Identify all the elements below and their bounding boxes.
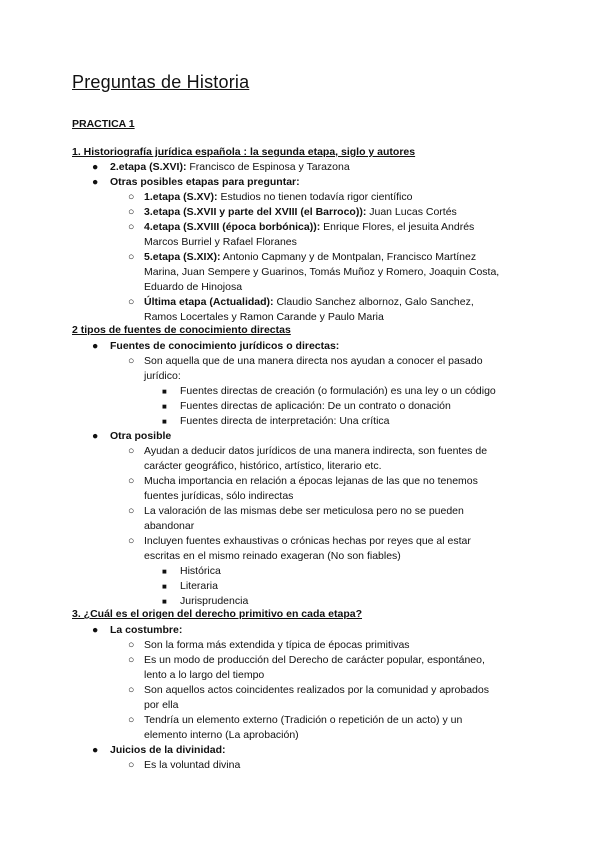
list-item: Fuentes directas de creación (o formulación) es una ley o un código — [180, 385, 496, 397]
list-item: Fuentes directas de aplicación: De un contrato o donación — [180, 400, 451, 412]
bullet-square-icon: ■ — [162, 387, 167, 396]
list-item: Son aquellos actos coincidentes realizados por la comunidad y aprobados — [144, 684, 489, 696]
bullet-circle-icon: ○ — [128, 505, 135, 517]
bullet-square-icon: ■ — [162, 582, 167, 591]
bullet-disc-icon: ● — [92, 161, 99, 173]
bullet-circle-icon: ○ — [128, 714, 135, 726]
list-item: 3.etapa (S.XVII y parte del XVIII (el Barroco)): Juan Lucas Cortés — [144, 206, 457, 218]
list-item-continuation: carácter geográfico, histórico, artístico, literario etc. — [144, 460, 382, 472]
list-item: Incluyen fuentes exhaustivas o crónicas hechas por reyes que al estar — [144, 535, 471, 547]
list-item: Es la voluntad divina — [144, 759, 241, 771]
list-item: Otra posible — [110, 430, 172, 442]
bullet-circle-icon: ○ — [128, 475, 135, 487]
bullet-circle-icon: ○ — [128, 535, 135, 547]
list-item: 5.etapa (S.XIX): Antonio Capmany y de Montpalan, Francisco Martínez — [144, 251, 477, 263]
question-3-heading: 3. ¿Cuál es el origen del derecho primitivo en cada etapa? — [72, 608, 363, 620]
bullet-circle-icon: ○ — [128, 654, 135, 666]
list-item-continuation: elemento interno (La aprobación) — [144, 729, 299, 741]
bullet-disc-icon: ● — [92, 624, 99, 636]
bullet-circle-icon: ○ — [128, 206, 135, 218]
bullet-square-icon: ■ — [162, 567, 167, 576]
list-item: Juicios de la divinidad: — [110, 744, 226, 756]
bullet-circle-icon: ○ — [128, 221, 135, 233]
bullet-square-icon: ■ — [162, 402, 167, 411]
bullet-circle-icon: ○ — [128, 684, 135, 696]
bullet-circle-icon: ○ — [128, 296, 135, 308]
practica-heading: PRACTICA 1 — [72, 118, 135, 130]
list-item: Última etapa (Actualidad): Claudio Sanchez albornoz, Galo Sanchez, — [144, 296, 474, 308]
bullet-disc-icon: ● — [92, 340, 99, 352]
list-item-continuation: jurídico: — [144, 370, 181, 382]
bullet-circle-icon: ○ — [128, 191, 135, 203]
list-item-continuation: Marcos Burriel y Rafael Floranes — [144, 236, 297, 248]
list-item-continuation: fuentes jurídicas, sólo indirectas — [144, 490, 294, 502]
list-item-continuation: Marina, Juan Sempere y Guarinos, Tomás Muñoz y Romero, Joaquin Costa, — [144, 266, 500, 278]
page-title: Preguntas de Historia — [72, 72, 250, 92]
list-item: 4.etapa (S.XVIII (época borbónica)): Enrique Flores, el jesuita Andrés — [144, 221, 475, 233]
list-item: Tendría un elemento externo (Tradición o repetición de un acto) y un — [144, 714, 463, 726]
list-item: La costumbre: — [110, 624, 183, 636]
list-item: Histórica — [180, 565, 221, 577]
list-item: Ayudan a deducir datos jurídicos de una manera indirecta, son fuentes de — [144, 445, 488, 457]
list-item: La valoración de las mismas debe ser meticulosa pero no se pueden — [144, 505, 464, 517]
list-item: Son la forma más extendida y típica de épocas primitivas — [144, 639, 410, 651]
bullet-square-icon: ■ — [162, 597, 167, 606]
question-1-heading: 1. Historiografía jurídica española : la segunda etapa, siglo y autores — [72, 146, 416, 158]
bullet-disc-icon: ● — [92, 176, 99, 188]
list-item-continuation: lento a lo largo del tiempo — [144, 669, 265, 681]
bullet-circle-icon: ○ — [128, 355, 135, 367]
bullet-circle-icon: ○ — [128, 759, 135, 771]
list-item-continuation: abandonar — [144, 520, 195, 532]
bullet-circle-icon: ○ — [128, 639, 135, 651]
list-item: Mucha importancia en relación a épocas lejanas de las que no tenemos — [144, 475, 478, 487]
list-item: Son aquella que de una manera directa nos ayudan a conocer el pasado — [144, 355, 483, 367]
list-item: 1.etapa (S.XV): Estudios no tienen todavía rigor científico — [144, 191, 413, 203]
list-item: Fuentes directa de interpretación: Una crítica — [180, 415, 390, 427]
list-item: 2.etapa (S.XVI): Francisco de Espinosa y Tarazona — [110, 161, 350, 173]
list-item-continuation: Ramos Locertales y Ramon Carande y Paulo Maria — [144, 311, 384, 323]
list-item-continuation: por ella — [144, 699, 179, 711]
list-item-continuation: escritas en el mismo reinado exageran (No son fiables) — [144, 550, 401, 562]
bullet-disc-icon: ● — [92, 430, 99, 442]
bullet-circle-icon: ○ — [128, 251, 135, 263]
bullet-square-icon: ■ — [162, 417, 167, 426]
bullet-circle-icon: ○ — [128, 445, 135, 457]
list-item-continuation: Eduardo de Hinojosa — [144, 281, 243, 293]
question-2-heading: 2 tipos de fuentes de conocimiento directas — [72, 324, 291, 336]
bullet-disc-icon: ● — [92, 744, 99, 756]
list-item: Fuentes de conocimiento jurídicos o directas: — [110, 340, 340, 352]
list-item: Jurisprudencia — [180, 595, 249, 607]
list-item: Otras posibles etapas para preguntar: — [110, 176, 300, 188]
list-item: Es un modo de producción del Derecho de carácter popular, espontáneo, — [144, 654, 485, 666]
list-item: Literaria — [180, 580, 218, 592]
